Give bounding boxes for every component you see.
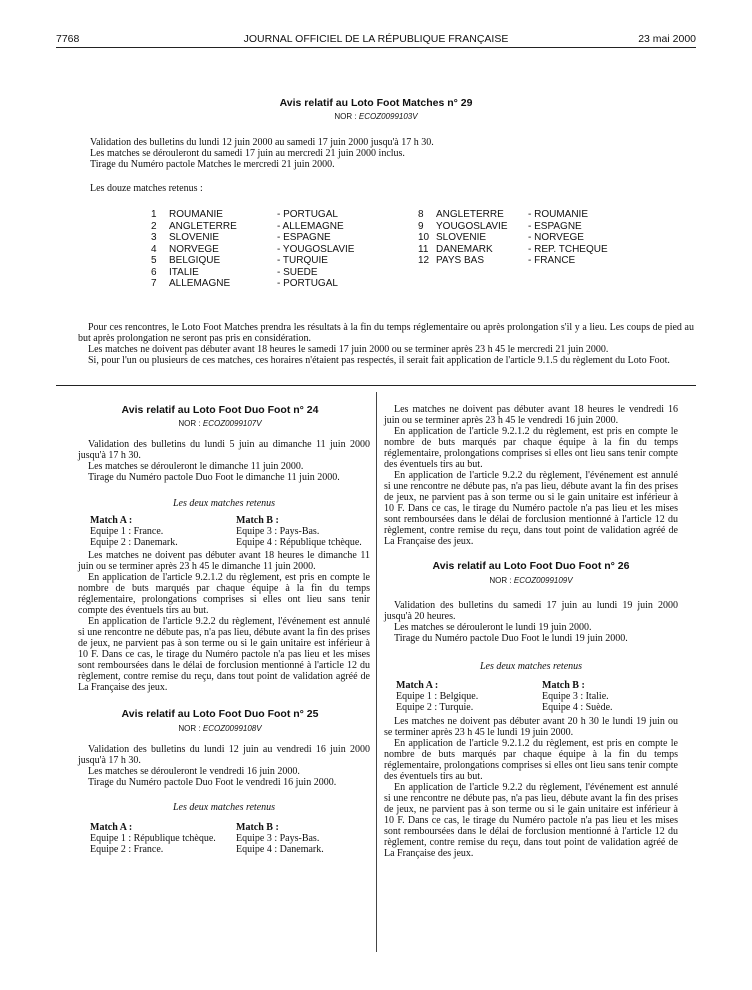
duo24-title: Avis relatif au Loto Foot Duo Foot n° 24 — [121, 404, 319, 416]
journal-title: JOURNAL OFFICIEL DE LA RÉPUBLIQUE FRANÇAISE — [243, 33, 509, 45]
duo24-intro: Validation des bulletins du lundi 5 juin au dimanche 11 juin 2000 jusqu'à 17 h 30. Les matches se dérouleront le dimanche 11 juin 2000. Tirage du Numéro pactole Duo Foot le dimanche 11 juin 2000. — [78, 439, 370, 483]
list-item: 7 ALLEMAGNE - PORTUGAL — [151, 278, 338, 289]
list-item: 12 PAYS BAS - FRANCE — [418, 255, 576, 266]
list-item: 5 BELGIQUE - TURQUIE — [151, 255, 328, 266]
section-rule — [56, 385, 696, 386]
duo26-body: Les matches ne doivent pas débuter avant 20 h 30 le lundi 19 juin ou se terminer après 23 h 45 le lundi 19 juin 2000. En application de l'article 9.2.1.2 du règlement, est pris en compte le nombre de buts marqués par chaque équipe à la fin du temps réglementaire, prolongations comprises si elles ont lieu sans tenir compte des éventuels tirs au but. En application de l'article 9.2.2 du règlement, l'événement est annulé si une rencontre ne débute pas, n'a pas lieu, débute avant la fin des prises de jeux, ne parvient pas à son terme ou si le gain unitaire est inférieur à 10 F. Dans ce cas, le tirage du Numéro pactole n'a pas lieu et les mises sont remboursées dans le délai de forclusion mentionné à l'article 12 du règlement, contre remise du reçu, dans tout point de validation agréé de La Française des jeux. — [384, 716, 678, 859]
duo26-nor: NOR : ECOZ0099109V — [489, 576, 573, 585]
list-item: 4 NORVEGE - YOUGOSLAVIE — [151, 243, 355, 255]
page-date: 23 mai 2000 — [638, 33, 696, 45]
duo25-section-title: Les deux matches retenus — [172, 802, 276, 813]
loto29-intro: Validation des bulletins du lundi 12 juin 2000 au samedi 17 juin 2000 jusqu'à 17 h 30. Les matches se dérouleront du samedi 17 juin au mercredi 21 juin 2000 inclus. Tirage du Numéro pactole Matches le mercredi 21 juin 2000. — [90, 137, 434, 170]
list-item: 9 YOUGOSLAVIE - ESPAGNE — [418, 220, 582, 232]
page-number: 7768 — [56, 33, 80, 45]
loto29-list-intro: Les douze matches retenus : — [90, 183, 203, 194]
loto29-closing: Pour ces rencontres, le Loto Foot Matches prendra les résultats à la fin du temps réglementaire ou après prolongation s'il y a lieu. Les coups de pied au but après prolongation ne seront pas pris en considération. Les matches ne doivent pas débuter avant 18 heures le samedi 17 juin 2000 ou se terminer après 23 h 45 le mercredi 21 juin 2000. Si, pour l'un ou plusieurs de ces matches, ces horaires n'étaient pas respectés, il serait fait application de l'article 9.1.5 du règlement du Loto Foot. — [78, 322, 694, 366]
table-row: Equipe 2 : Danemark. Equipe 4 : République tchèque. — [90, 537, 362, 548]
list-item: 11 DANEMARK - REP. TCHEQUE — [418, 243, 608, 255]
matches-list-left — [151, 209, 387, 290]
list-item: 6 ITALIE - SUEDE — [151, 266, 318, 278]
table-row: Equipe 1 : République tchèque. Equipe 3 : Pays-Bas. — [90, 833, 320, 844]
table-row: Equipe 1 : France. Equipe 3 : Pays-Bas. — [90, 526, 320, 537]
duo25-intro: Validation des bulletins du lundi 12 juin au vendredi 16 juin 2000 jusqu'à 17 h 30. Les matches se dérouleront le vendredi 16 juin 2000. Tirage du Numéro pactole Duo Foot le vendredi 16 juin 2000. — [78, 744, 370, 788]
duo26-matches: Match A : Match B : Equipe 1 : Belgique. Equipe 3 : Italie. Equipe 2 : Turquie. Equipe 4 : Suède. — [396, 680, 676, 713]
column-rule — [376, 392, 377, 952]
duo25-continued: Les matches ne doivent pas débuter avant 18 heures le vendredi 16 juin ou se terminer après 23 h 45 le vendredi 16 juin 2000. En application de l'article 9.2.1.2 du règlement, est pris en compte le nombre de buts marqués par chaque équipe à la fin du temps réglementaire, prolongations comprises si elles ont lieu sans tenir compte des éventuels tirs au but. En application de l'article 9.2.2 du règlement, l'événement est annulé si une rencontre ne débute pas, n'a pas lieu, débute avant la fin des prises de jeux, ne parvient pas à son terme ou si le gain unitaire est inférieur à 10 F. Dans ce cas, le tirage du Numéro pactole n'a pas lieu et les mises sont remboursées dans le délai de forclusion mentionné à l'article 12 du règlement, contre remise du reçu, dans tout point de validation agréé de La Française des jeux. — [384, 404, 678, 547]
list-item: 3 SLOVENIE - ESPAGNE — [151, 232, 331, 243]
duo25-nor: NOR : ECOZ0099108V — [178, 724, 262, 733]
header-rule — [56, 47, 696, 48]
duo24-section-title: Les deux matches retenus — [172, 498, 276, 509]
list-item: 10 SLOVENIE - NORVEGE — [418, 232, 584, 243]
duo24-nor: NOR : ECOZ0099107V — [178, 419, 262, 428]
loto29-nor: NOR : ECOZ0099103V — [334, 112, 418, 121]
loto29-nor-code: ECOZ0099103V — [358, 112, 418, 121]
duo24-body: Les matches ne doivent pas débuter avant 18 heures le dimanche 11 juin ou se terminer après 23 h 45 le dimanche 11 juin 2000. En application de l'article 9.2.1.2 du règlement, est pris en compte le nombre de buts marqués par chaque équipe à la fin du temps réglementaire, prolongations comprises si elles ont lieu sans tenir compte des éventuels tirs au but. En application de l'article 9.2.2 du règlement, l'événement est annulé si une rencontre ne débute pas, n'a pas lieu, débute avant la fin des prises de jeux, ne parvient pas à son terme ou si le gain unitaire est inférieur à 10 F. Dans ce cas, le tirage du Numéro pactole n'a pas lieu et les mises sont remboursées dans le délai de forclusion mentionné à l'article 12 du règlement, contre remise du reçu, dans tout point de validation agréé de La Française des jeux. — [78, 550, 370, 693]
duo26-section-title: Les deux matches retenus — [479, 661, 583, 672]
table-row: Equipe 2 : France. Equipe 4 : Danemark. — [90, 844, 324, 855]
duo25-title: Avis relatif au Loto Foot Duo Foot n° 25 — [121, 708, 319, 720]
table-row: Equipe 2 : Turquie. Equipe 4 : Suède. — [396, 702, 613, 713]
duo26-title: Avis relatif au Loto Foot Duo Foot n° 26 — [432, 560, 630, 572]
list-item: 2 ANGLETERRE - ALLEMAGNE — [151, 220, 344, 232]
table-row: Equipe 1 : Belgique. Equipe 3 : Italie. — [396, 691, 609, 702]
duo24-matches: Match A : Match B : Equipe 1 : France. Equipe 3 : Pays-Bas. Equipe 2 : Danemark. Equipe 4 : République tchèque. — [90, 515, 370, 548]
duo25-matches: Match A : Match B : Equipe 1 : République tchèque. Equipe 3 : Pays-Bas. Equipe 2 : France. Equipe 4 : Danemark. — [90, 822, 370, 855]
list-item: 8 ANGLETERRE - ROUMANIE — [418, 209, 588, 220]
list-item: 1 ROUMANIE - PORTUGAL — [151, 209, 338, 220]
duo26-intro: Validation des bulletins du samedi 17 juin au lundi 19 juin 2000 jusqu'à 20 heures. Les matches se dérouleront le lundi 19 juin 2000. Tirage du Numéro pactole Duo Foot le lundi 19 juin 2000. — [384, 600, 678, 644]
loto29-title: Avis relatif au Loto Foot Matches n° 29 — [279, 97, 473, 109]
matches-list-right — [418, 209, 638, 267]
